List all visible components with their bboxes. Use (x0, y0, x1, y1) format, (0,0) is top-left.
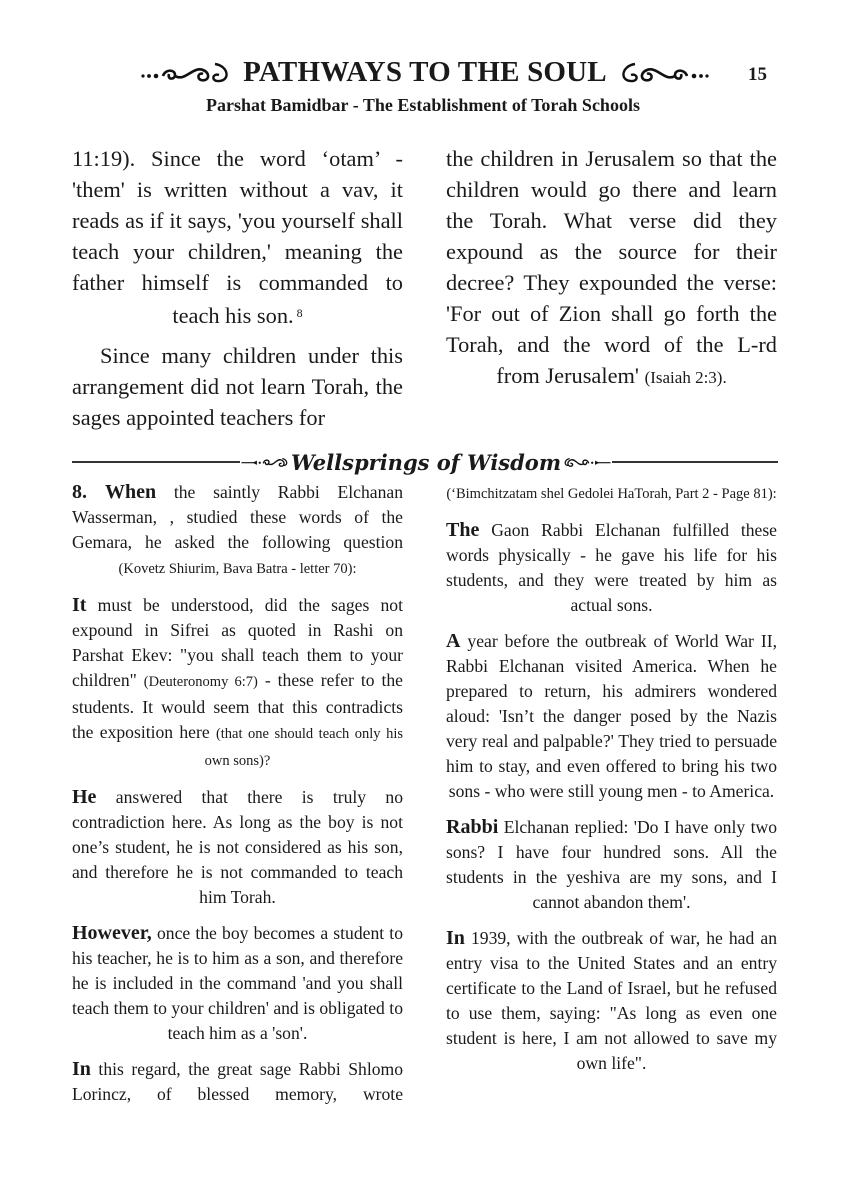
flourish-right-icon (611, 60, 711, 84)
source-reference: (‘Bimchitzatam shel Gedolei HaTorah, Part 2 - Page 81): (446, 486, 777, 502)
source-reference: (Kovetz Shiurim, Bava Batra - letter 70): (118, 561, 357, 577)
divider-rule (72, 461, 240, 463)
paragraph (446, 480, 777, 507)
section-divider (72, 448, 778, 476)
paragraph: He answered that there is truly no contradiction here. As long as the boy is not one’s student, he is not considered as his son, and therefore he is not commanded to teach him Torah. (72, 786, 403, 907)
page-header (0, 52, 846, 92)
paragraph: The Gaon Rabbi Elchanan fulfilled these words physically - he gave his life for his students, and they were treated by him as actual sons. (446, 519, 777, 615)
bottom-left-column (72, 480, 403, 1118)
footnote-marker[interactable]: 8 (296, 306, 303, 320)
page-number: 15 (748, 64, 767, 85)
top-right-column (446, 143, 777, 393)
flourish-left-icon (240, 454, 288, 470)
book-title: PATHWAYS TO THE SOUL (243, 56, 607, 88)
source-reference: (that one should teach only his own sons)? (204, 726, 403, 769)
flourish-left-icon (139, 60, 239, 84)
bottom-right-column (446, 480, 777, 1087)
chapter-subtitle: Parshat Bamidbar - The Establishment of Torah Schools (206, 95, 640, 115)
section-title: Wellsprings of Wisdom (290, 449, 562, 475)
paragraph: 11:19). Since the word ‘otam’ - 'them' is written without a vav, it reads as if it says, 'you yourself shall teach your children,' meaning the father himself is commanded to teach his son. $^8$ (72, 146, 403, 328)
paragraph: However, once the boy becomes a student to his teacher, he is to him as a son, and therefore he is included in the command 'and you shall teach them to your children' and is obligated to teach him as a 'son'. (72, 922, 403, 1043)
paragraph: It must be understood, did the sages not expound in Sifrei as quoted in Rashi on Parshat Ekev: "you shall teach them to your children" (Deuteronomy 6:7) - these refer to the students. It would seem that this contradicts the exposition here (that one should teach only his own sons)? (72, 594, 403, 769)
paragraph: In 1939, with the outbreak of war, he had an entry visa to the United States and an entry certificate to the Land of Israel, but he refused to use them, saying: "As long as even one student is here, I am not allowed to save my own life". (446, 927, 777, 1073)
paragraph: In this regard, the great sage Rabbi Shlomo Lorincz, of blessed memory, wrote (72, 1058, 403, 1104)
scripture-reference: (Isaiah 2:3). (644, 368, 727, 387)
paragraph: the children in Jerusalem so that the children would go there and learn the Torah. What verse did they expound as the source for their decree? They expounded the verse: 'For out of Zion shall go forth the Torah, and the word of the L-rd from Jerusalem' (Isaiah 2:3). (446, 146, 777, 388)
running-title (130, 52, 720, 92)
paragraph: Since many children under this arrangement did not learn Torah, the sages appointed teachers for (72, 343, 403, 430)
paragraph: Rabbi Elchanan replied: 'Do I have only two sons? I have four hundred sons. All the students in the yeshiva are my sons, and I cannot abandon them'. (446, 816, 777, 912)
top-left-column (72, 143, 403, 433)
paragraph: 8. When the saintly Rabbi Elchanan Wasserman, , studied these words of the Gemara, he asked the following question (Kovetz Shiurim, Bava Batra - letter 70): (72, 481, 404, 577)
paragraph: A year before the outbreak of World War II, Rabbi Elchanan visited America. When he prepared to return, his admirers wondered aloud: 'Isn’t the danger posed by the Nazis very real and palpable?' They tried to persuade him to stay, and even offered to bring his two sons - who were still young men - to America. (446, 630, 777, 801)
source-reference: (Deuteronomy 6:7) (143, 674, 258, 690)
divider-rule (612, 461, 778, 463)
flourish-right-icon (564, 454, 612, 470)
